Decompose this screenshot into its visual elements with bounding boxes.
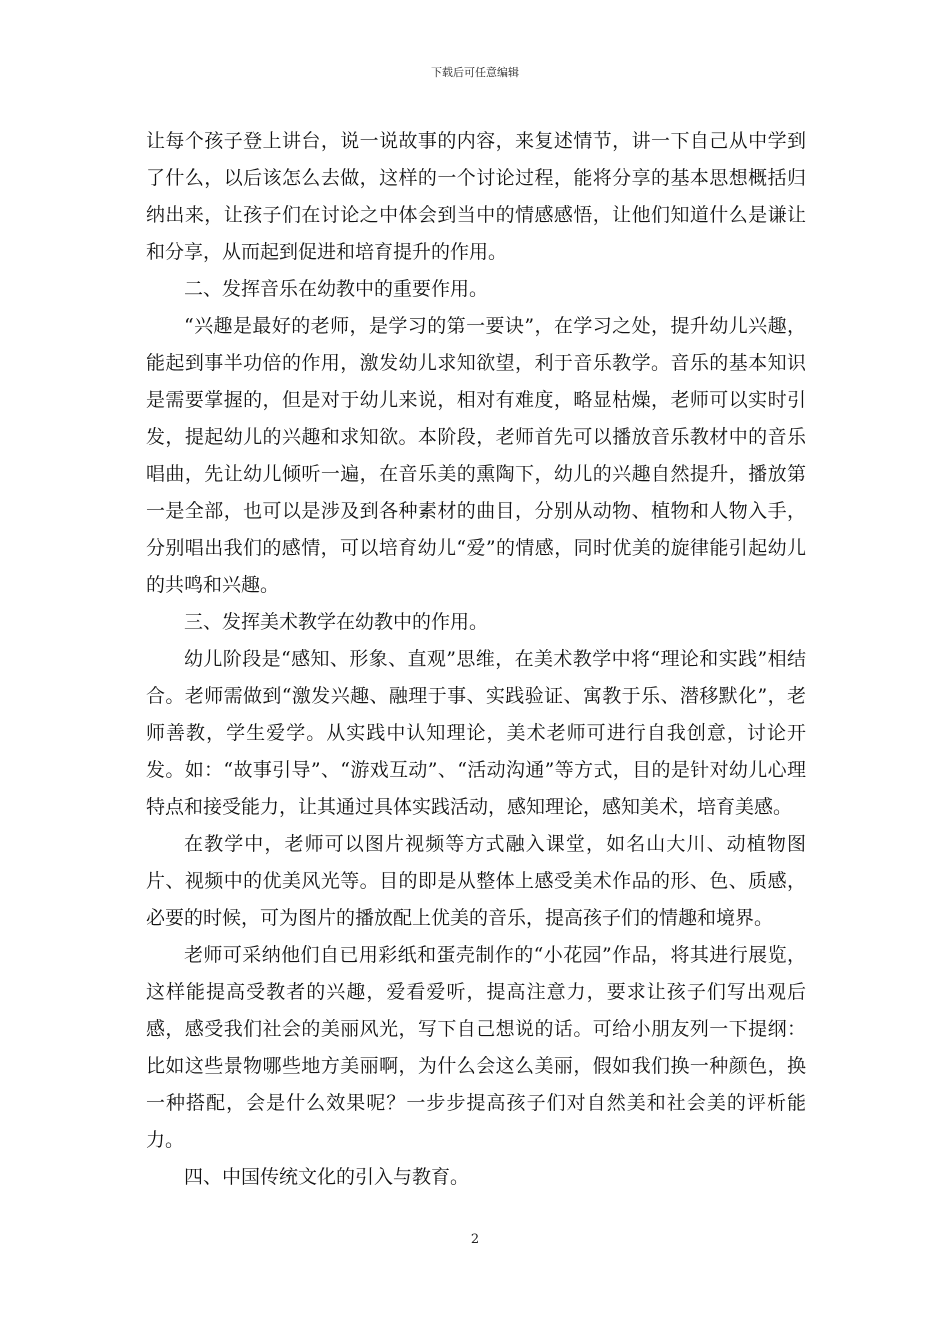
section-heading-3: 三、发挥美术教学在幼教中的作用。 <box>184 611 489 633</box>
page-number: 2 <box>470 1232 480 1247</box>
paragraph-art-thinking: 幼儿阶段是“感知、形象、直观”思维，在美术教学中将“理论和实践”相结合。老师需做到“激发兴趣、融理于事、实践验证、寓教于乐、潜移默化”，老师善教，学生爱学。从实践中认知理论，美术老师可进行自我创意，讨论开发。如：“故事引导”、“游戏互动”、“活动沟通”等方式，目的是针对幼儿心理特点和接受能力，让其通过具体实践活动，感知理论，感知美术，培育美感。 <box>146 648 806 818</box>
section-heading-4: 四、中国传统文化的引入与教育。 <box>184 1166 470 1188</box>
page-header: 下载后可任意编辑 <box>431 66 519 79</box>
section-heading-2: 二、发挥音乐在幼教中的重要作用。 <box>184 278 489 300</box>
paragraph-art-media: 在教学中，老师可以图片视频等方式融入课堂，如名山大川、动植物图片、视频中的优美风光等。目的即是从整体上感受美术作品的形、色、质感，必要的时候，可为图片的播放配上优美的音乐，提高孩子们的情趣和境界。 <box>146 833 806 929</box>
paragraph-1: 让每个孩子登上讲台，说一说故事的内容，来复述情节，讲一下自己从中学到了什么，以后该怎么去做，这样的一个讨论过程，能将分享的基本思想概括归纳出来，让孩子们在讨论之中体会到当中的情感感悟，让他们知道什么是谦让和分享，从而起到促进和培育提升的作用。 <box>146 130 806 263</box>
paragraph-music: “兴趣是最好的老师，是学习的第一要诀”，在学习之处，提升幼儿兴趣，能起到事半功倍的作用，激发幼儿求知欲望，利于音乐教学。音乐的基本知识是需要掌握的，但是对于幼儿来说，相对有难度，略显枯燥，老师可以实时引发，提起幼儿的兴趣和求知欲。本阶段，老师首先可以播放音乐教材中的音乐唱曲，先让幼儿倾听一遍，在音乐美的熏陶下，幼儿的兴趣自然提升，播放第一是全部，也可以是涉及到各种素材的曲目，分别从动物、植物和人物入手，分别唱出我们的感情，可以培育幼儿“爱”的情感，同时优美的旋律能引起幼儿的共鸣和兴趣。 <box>146 315 806 596</box>
document-body <box>146 123 806 1196</box>
paragraph-art-exhibit: 老师可采纳他们自已用彩纸和蛋壳制作的“小花园”作品，将其进行展览，这样能提高受教者的兴趣，爱看爱听，提高注意力，要求让孩子们写出观后感，感受我们社会的美丽风光，写下自己想说的话。可给小朋友列一下提纲：比如这些景物哪些地方美丽啊，为什么会这么美丽，假如我们换一种颜色，换一种搭配，会是什么效果呢？一步步提高孩子们对自然美和社会美的评析能力。 <box>146 944 806 1151</box>
